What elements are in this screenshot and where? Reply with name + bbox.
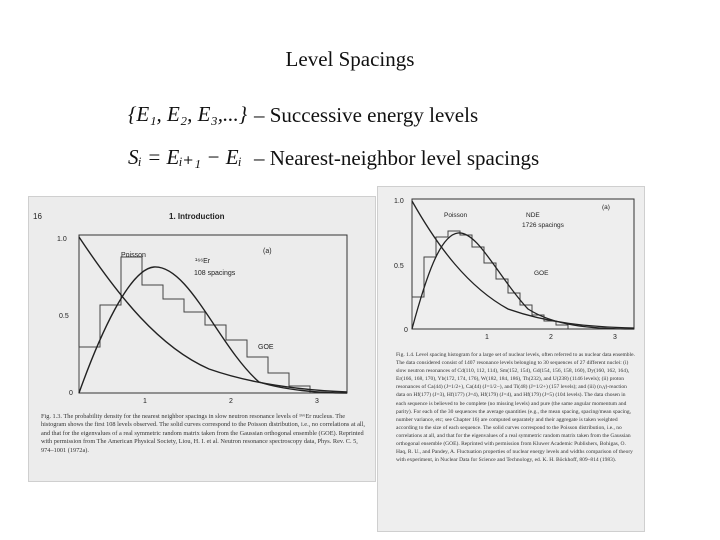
figure-left-caption: Fig. 1.3. The probability density for the nearest neighbor spacings in slow neutron resonance levels of ¹⁶⁶Er nucleus. The histogram shows the first 108 levels observed. The solid curves correspond to the Poisson distribution, i.e., no correlations at all, and that for the eigenvalues of a real symmetric random matrix taken from the Gaussian orthogonal ensemble (GOE). Reprinted with permission from The American Physical Society, Liou, H. I. et al. Neutron resonance spectroscopy data, Phys. Rev. C. 5, 974–1001 (1972a). — [41, 413, 365, 454]
nucleus-label: ¹⁶⁶Er — [195, 258, 211, 265]
spacings-count-label: 108 spacings — [194, 270, 236, 277]
poisson-curve-right — [412, 201, 634, 328]
x-tick-1-right: 1 — [485, 334, 489, 341]
y-tick-05-right: 0.5 — [394, 263, 404, 270]
energy-levels-description: – Successive energy levels — [254, 103, 479, 127]
energy-levels-formula: {E₁, E₂, E₃,...} — [128, 102, 248, 126]
figure-right-caption: Fig. 1.4. Level spacing histogram for a large set of nuclear levels, often referred to as nuclear data ensemble. The data considered consist of 1407 resonance levels belonging to 30 sequences of 27 different nuclei: (i) slow neutron resonances of Cd(110, 112, 114), Sm(152, 154), Gd(154, 156, 158, 160), Dy(160, 162, 164), Er(166, 168, 170), Yb(172, 174, 176), W(182, 184, 186), Th(232), and U(238) (1146 levels); (ii) proton resonances of Ca(44) (J=1/2+), Ca(44) (J=1/2−), and Ti(48) (J=1/2+) (157 levels); and (iii) (n,γ)-reaction data on Hf(177) (J=3), Hf(177) (J=4), Hf(179) (J=4), and Hf(179) (J=5) (104 levels). The data chosen in each sequence is believed to be complete (no missing levels) and pure (the same angular momentum and parity). For each of the 30 sequences the average quantities (e.g., the mean spacing, spacing/mean spacing, number variance, etc; see Chapter 16) are computed separately and their aggregate is taken weighted according to the size of each sequence. The solid curves correspond to the Poisson distribution, i.e., no correlations at all, and that for the eigenvalues of a real symmetric random matrix taken from the Gaussian orthogonal ensemble (GOE). Reprinted with permission from Kluwer Academic Publishers, Bohigas, O. Haq, R. U., and Pandey, A. Fluctuation properties of nuclear energy levels and widths comparison of theory with experiment, in Nuclear Data for Science and Technology, ed. K. H. Böckhoff, 809–814 (1983). — [396, 352, 635, 464]
poisson-label: Poisson — [121, 252, 146, 259]
x-tick-1: 1 — [143, 398, 147, 405]
goe-label-right: GOE — [534, 270, 549, 277]
level-spacing-description: – Nearest-neighbor level spacings — [254, 146, 540, 170]
spacings-count-label-right: 1726 spacings — [522, 222, 564, 229]
histogram — [79, 257, 310, 393]
y-tick-05: 0.5 — [59, 313, 69, 320]
poisson-curve — [79, 237, 347, 392]
x-tick-3: 3 — [315, 398, 319, 405]
chapter-heading: 1. Introduction — [169, 212, 225, 221]
histogram-right — [412, 231, 568, 329]
panel-label: (a) — [263, 248, 272, 255]
panel-label-right: (a) — [602, 204, 610, 211]
goe-curve — [79, 267, 347, 393]
plot-frame — [79, 235, 347, 393]
y-tick-1-right: 1.0 — [394, 198, 404, 205]
y-tick-0-right: 0 — [404, 327, 408, 334]
poisson-label-right: Poisson — [444, 212, 468, 219]
goe-label: GOE — [258, 344, 274, 351]
y-tick-1: 1.0 — [57, 236, 67, 243]
x-tick-2: 2 — [229, 398, 233, 405]
level-spacing-formula: Sᵢ = Eᵢ₊₁ − Eᵢ — [128, 145, 242, 169]
x-tick-2-right: 2 — [549, 334, 553, 341]
page-number: 16 — [33, 212, 42, 221]
figure-left-scan — [28, 196, 376, 482]
nde-label: NDE — [526, 212, 540, 219]
goe-curve-right — [412, 233, 634, 329]
figure-right-scan — [377, 186, 645, 532]
slide-title: Level Spacings — [285, 47, 415, 71]
x-tick-3-right: 3 — [613, 334, 617, 341]
y-tick-0: 0 — [69, 390, 73, 397]
